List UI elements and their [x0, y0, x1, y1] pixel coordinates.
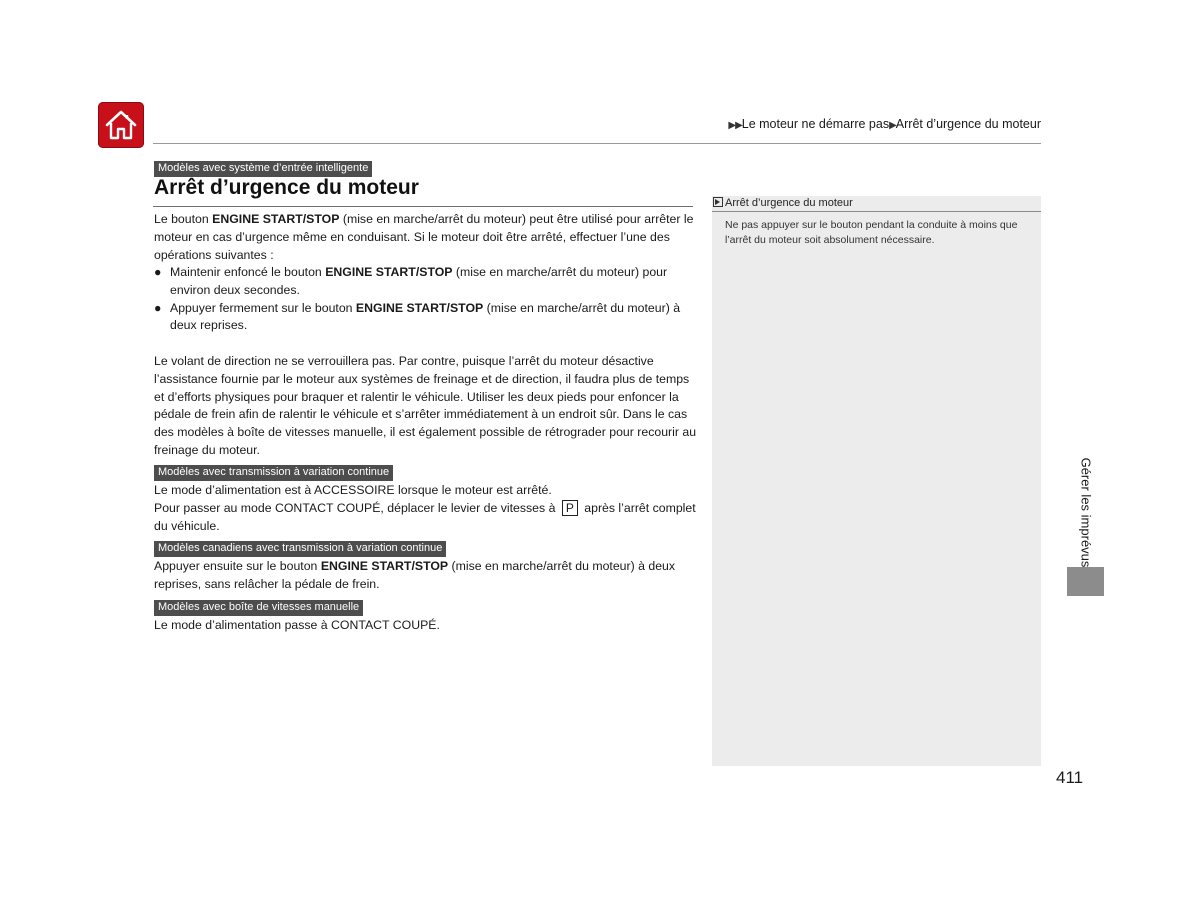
- home-icon: [104, 108, 138, 142]
- model-tag-cvt: Modèles avec transmission à variation continue: [154, 465, 393, 481]
- cvt-line-1: Le mode d’alimentation est à ACCESSOIRE lorsque le moteur est arrêté.: [154, 483, 552, 497]
- bullet-dot: ●: [154, 265, 162, 279]
- section-tab-label[interactable]: Gérer les imprévus: [1078, 457, 1094, 568]
- sidebar-note: [712, 196, 1041, 766]
- bullet-text: Appuyer fermement sur le bouton: [170, 300, 356, 315]
- home-button[interactable]: [98, 102, 144, 148]
- bullet-text: Maintenir enfoncé le bouton: [170, 265, 326, 279]
- bullet-dot: ●: [154, 300, 162, 315]
- bullet-list: [154, 264, 699, 335]
- model-tag-smart-entry: Modèles avec système d’entrée intelligente: [154, 161, 372, 177]
- sidebar-heading: [712, 197, 1041, 212]
- page-title: Arrêt d’urgence du moteur: [154, 176, 419, 199]
- model-tag-manual: Modèles avec boîte de vitesses manuelle: [154, 600, 363, 616]
- breadcrumb: [728, 117, 1041, 131]
- canadian-text-1: Appuyer ensuite sur le bouton: [154, 559, 321, 573]
- canadian-text-2: (mise en marche/arrêt du moteur) à deux reprises, sans relâcher la pédale de frein.: [154, 559, 676, 591]
- bullet-text: (mise en marche/arrêt du moteur) à deux reprises.: [170, 300, 681, 333]
- intro-text-2: (mise en marche/arrêt du moteur) peut être utilisé pour arrêter le moteur en cas d’urgence même en conduisant. Si le moteur doit être arrêté, effectuer l’une des opérations suivantes :: [154, 212, 694, 262]
- title-divider: [153, 206, 693, 207]
- steering-paragraph: Le volant de direction ne se verrouillera pas. Par contre, puisque l’arrêt du moteur désactive l’assistance fournie par le moteur aux systèmes de freinage et de direction, il faudra plus de temps et d’efforts physiques pour braquer et ralentir le véhicule. Utiliser les deux pieds pour enfoncer la pédale de frein afin de ralentir le véhicule et s’arrêter immédiatement à un endroit sûr. Dans le cas des modèles à boîte de vitesses manuelle, il est également possible de rétrograder pour recourir au freinage du moteur.: [154, 354, 697, 457]
- note-marker-icon: [713, 197, 723, 207]
- bullet-button-name: ENGINE START/STOP: [355, 300, 484, 315]
- page-number: 411: [1056, 768, 1084, 787]
- list-item: [154, 264, 699, 300]
- intro-button-name: ENGINE START/STOP: [212, 212, 340, 226]
- cvt-text-1: Pour passer au mode CONTACT COUPÉ, déplacer le levier de vitesses à: [154, 500, 559, 515]
- sidebar-heading-text[interactable]: Arrêt d’urgence du moteur: [725, 197, 853, 209]
- intro-text-1: Le bouton: [154, 212, 213, 226]
- sidebar-text: Ne pas appuyer sur le bouton pendant la conduite à moins que l’arrêt du moteur soit absolument nécessaire.: [725, 219, 1018, 246]
- header-divider: [153, 143, 1041, 144]
- model-tag-canadian-cvt: Modèles canadiens avec transmission à variation continue: [154, 541, 446, 557]
- list-item: [154, 300, 699, 336]
- breadcrumb-current: Arrêt d’urgence du moteur: [895, 117, 1041, 131]
- breadcrumb-link-engine-not-start[interactable]: Le moteur ne démarre pas: [741, 117, 890, 131]
- breadcrumb-arrow: ▶: [889, 120, 896, 131]
- canadian-paragraph: [154, 558, 699, 594]
- cvt-paragraph: [154, 482, 699, 535]
- canadian-button-name: ENGINE START/STOP: [320, 559, 449, 573]
- bullet-button-name: ENGINE START/STOP: [325, 265, 453, 279]
- intro-paragraph: [154, 211, 699, 264]
- park-position-key: P: [562, 500, 578, 516]
- cvt-text-2: après l’arrêt complet du véhicule.: [154, 500, 696, 533]
- manual-paragraph: Le mode d’alimentation passe à CONTACT COUPÉ.: [154, 618, 440, 632]
- section-tab[interactable]: [1067, 567, 1104, 596]
- breadcrumb-arrows: ▶▶: [728, 120, 742, 131]
- bullet-text: (mise en marche/arrêt du moteur) pour environ deux secondes.: [170, 265, 668, 297]
